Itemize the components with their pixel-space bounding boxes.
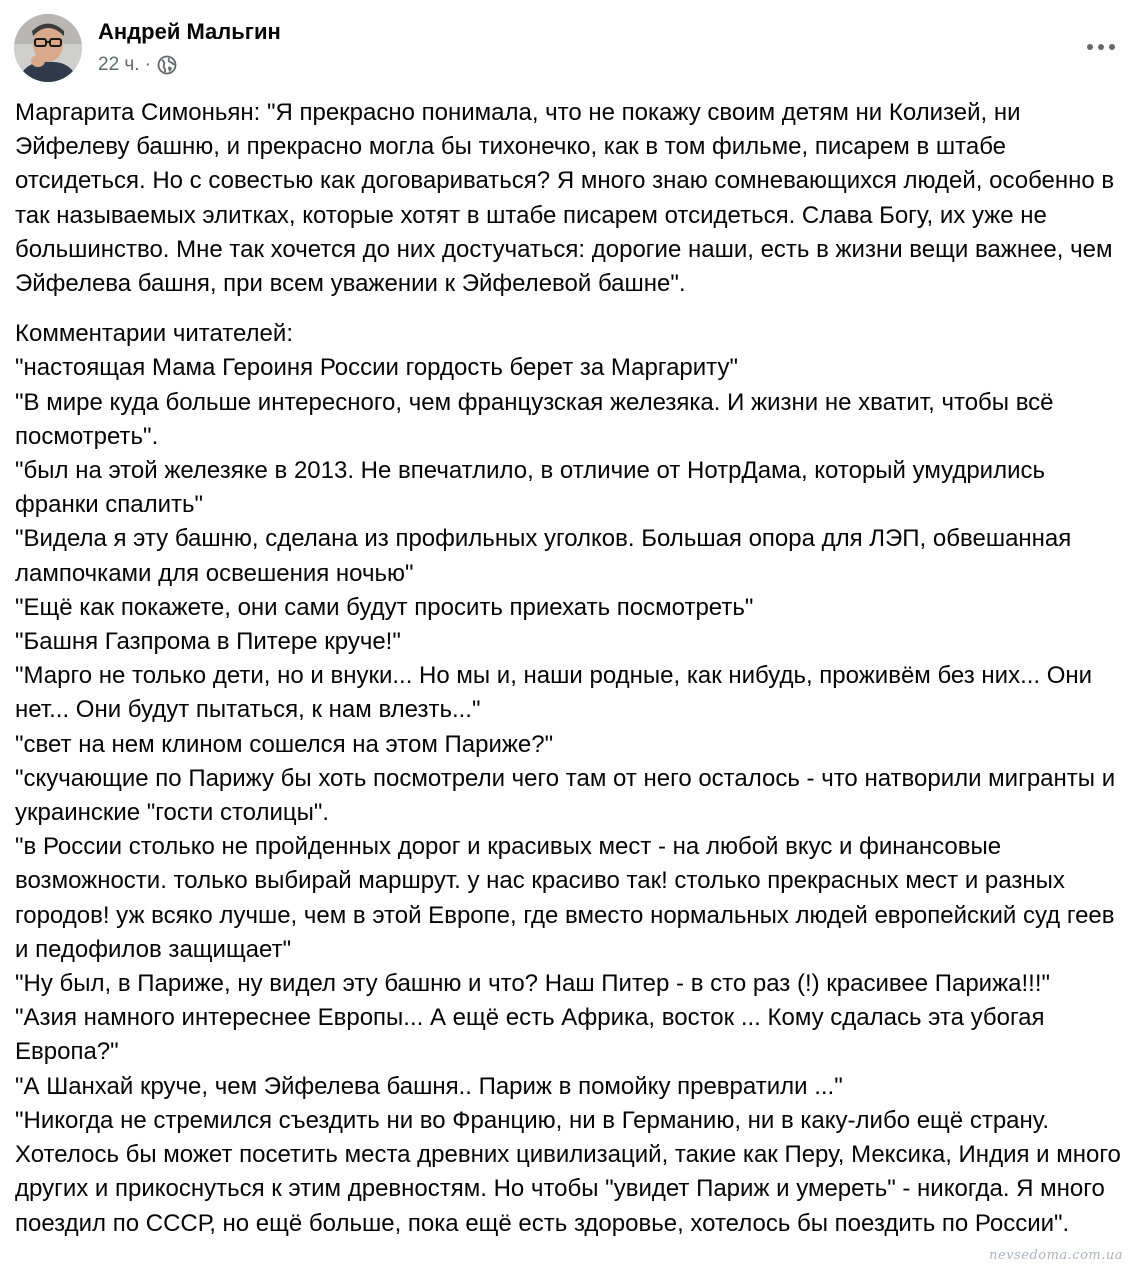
post-time[interactable]: 22 ч. xyxy=(98,54,140,75)
author-name[interactable]: Андрей Мальгин xyxy=(98,19,281,44)
comment-line: "был на этой железяке в 2013. Не впечатлило, в отличие от НотрДама, который умудрились франки спалить" xyxy=(15,457,1052,519)
watermark: nevsedoma.com.ua xyxy=(989,1248,1123,1263)
comment-line: "Ну был, в Париже, ну видел эту башню и что? Наш Питер - в сто раз (!) красивее Парижа!!!" xyxy=(15,970,1050,998)
post-body xyxy=(15,96,1128,1241)
comment-line: "Азия намного интереснее Европы... А ещё есть Африка, восток ... Кому сдалась эта убогая Европа?" xyxy=(15,1004,1052,1066)
avatar[interactable] xyxy=(14,14,82,82)
comment-line: "В мире куда больше интересного, чем французская железяка. И жизни не хватит, чтобы всё посмотреть". xyxy=(15,388,1061,450)
comment-line: "А Шанхай круче, чем Эйфелева башня.. Париж в помойку превратили ..." xyxy=(15,1072,843,1100)
comment-line: "Ещё как покажете, они сами будут просить приехать посмотреть" xyxy=(15,593,754,621)
comment-line: "Видела я эту башню, сделана из профильных уголков. Большая опора для ЛЭП, обвешанная лампочками для освешения ночью" xyxy=(15,525,1078,587)
comment-line: "скучающие по Парижу бы хоть посмотрели чего там от него осталось - что натворили мигранты и украинские "гости столицы". xyxy=(15,764,1122,827)
more-dot xyxy=(1109,44,1115,50)
comment-line: "Башня Газпрома в Питере круче!" xyxy=(15,628,401,656)
more-options-button[interactable] xyxy=(1081,32,1121,62)
comment-line: "свет на нем клином сошелся на этом Париже?" xyxy=(15,730,554,758)
more-dot xyxy=(1098,44,1104,50)
comment-line: "в России столько не пройденных дорог и красивых мест - на любой вкус и финансовые возможности. только выбирай маршрут. у нас красиво так! столько прекрасных мест и разных городов! уж всяко лучше, чем в этой Европе, где вместо нормальных людей европейский суд геев и педофилов защищает" xyxy=(15,833,1122,963)
comments-heading: Комментарии читателей: xyxy=(15,320,293,348)
post-meta xyxy=(98,54,177,76)
meta-separator: · xyxy=(144,54,151,75)
comment-line: "Никогда не стремился съездить ни во Францию, ни в Германию, ни в каку-либо ещё страну. Хотелось бы может посетить места древних цивилизаций, такие как Перу, Мексика, Индия и много других и прикоснуться к этим древностям. Но чтобы "увидет Париж и умереть" - никогда. Я много поездил по СССР, но ещё больше, пока ещё есть здоровье, хотелось бы поездить по России". xyxy=(15,1106,1128,1237)
post-paragraph: Маргарита Симоньян: "Я прекрасно понимала, что не покажу своим детям ни Колизей, ни Эйфелеву башню, и прекрасно могла бы тихонечко, как в том фильме, писарем в штабе отсидеться. Но с совестью как договариваться? Я много знаю сомневающихся людей, особенно в так называемых элитках, которые хотят в штабе писарем отсидеться. Слава Богу, их уже не большинство. Мне так хочется до них достучаться: дорогие наши, есть в жизни вещи важнее, чем Эйфелева башня, при всем уважении к Эйфелевой башне". xyxy=(15,99,1121,298)
more-dots-icon xyxy=(1087,44,1093,50)
globe-icon xyxy=(157,55,177,75)
avatar-photo xyxy=(14,14,82,82)
comment-line: "настоящая Мама Героиня России гордость берет за Маргариту" xyxy=(15,354,738,382)
post-header xyxy=(14,14,1121,84)
comment-line: "Марго не только дети, но и внуки... Но мы и, наши родные, как нибудь, проживём без них... Они нет... Они будут пытаться, к нам влезть..." xyxy=(15,662,1099,724)
